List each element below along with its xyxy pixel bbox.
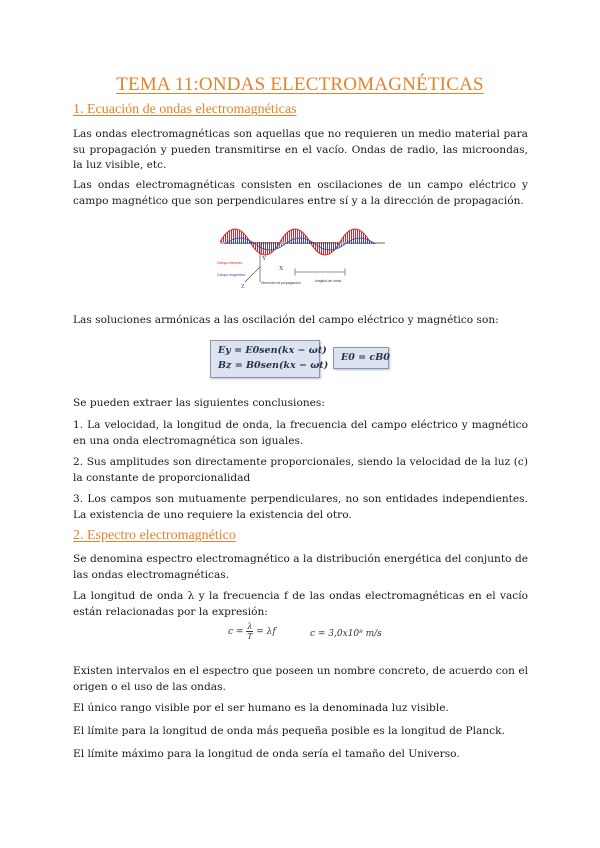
conclusion-2: 2. Sus amplitudes son directamente proporcionales, siendo la velocidad de la luz (c) la constante de proporcionalidad xyxy=(73,456,528,484)
equation-magnetic: Bz = B0sen(kx − ωt) xyxy=(218,360,329,371)
electromagnetic-wave-figure xyxy=(215,222,390,292)
formula-wave-speed: c = $\frac{\lambda}{T}$ = λf xyxy=(228,622,276,641)
paragraph-planck: El límite para la longitud de onda más pequeña posible es la longitud de Planck. xyxy=(73,725,505,737)
paragraph-soluciones: Las soluciones armónicas a las oscilación del campo eléctrico y magnético son: xyxy=(73,314,499,326)
label-z: Z xyxy=(241,284,245,290)
paragraph-luz-visible: El único rango visible por el ser humano es la denominada luz visible. xyxy=(73,702,449,714)
equation-box-amplitude xyxy=(333,347,389,369)
conclusion-1: 1. La velocidad, la longitud de onda, la frecuencia del campo eléctrico y magnético en una onda electromagnética son iguales. xyxy=(73,419,528,447)
paragraph-espectro-def: Se denomina espectro electromagnético a la distribución energética del conjunto de las ondas electromagnéticas. xyxy=(73,553,528,581)
equation-box-fields xyxy=(210,340,329,378)
section-heading-espectro: 2. Espectro electromagnético xyxy=(73,528,236,543)
equation-amplitude: E0 = cB0 xyxy=(341,352,390,363)
section-heading-ecuacion: 1. Ecuación de ondas electromagnéticas xyxy=(73,102,297,117)
label-campo-electrico: Campo eléctrico xyxy=(217,261,243,265)
conclusion-3: 3. Los campos son mutuamente perpendiculares, no son entidades independientes. La existencia de uno requiere la existencia del otro. xyxy=(73,493,528,521)
paragraph-universo: El límite máximo para la longitud de onda sería el tamaño del Universo. xyxy=(73,748,460,760)
label-x: X xyxy=(279,266,284,272)
label-direccion: Dirección de propagación xyxy=(261,281,301,285)
paragraph-conclusiones-intro: Se pueden extraer las siguientes conclusiones: xyxy=(73,397,325,409)
formula-light-speed: c = 3,0x10⁸ m/s xyxy=(310,629,382,639)
label-longitud: longitud de onda xyxy=(315,279,341,283)
page-title: TEMA 11:ONDAS ELECTROMAGNÉTICAS xyxy=(116,74,484,95)
label-y: Y xyxy=(262,256,267,262)
equation-electric: Ey = E0sen(kx − ωt) xyxy=(218,345,327,356)
paragraph-intervalos: Existen intervalos en el espectro que poseen un nombre concreto, de acuerdo con el origen o el uso de las ondas. xyxy=(73,665,528,693)
paragraph-oscilaciones: Las ondas electromagnéticas consisten en oscilaciones de un campo eléctrico y campo magnético que son perpendiculares entre sí y a la dirección de propagación. xyxy=(73,179,528,207)
z-axis xyxy=(245,267,260,282)
paragraph-longitud-frecuencia: La longitud de onda λ y la frecuencia f de las ondas electromagnéticas en el vacío están relacionadas por la expresión: xyxy=(73,590,528,618)
magnetic-field-wave xyxy=(225,238,375,250)
paragraph-definicion: Las ondas electromagnéticas son aquellas que no requieren un medio material para su propagación y pueden transmitirse en el vacío. Ondas de radio, las microondas, la luz visible, etc. xyxy=(73,128,528,171)
label-campo-magnetico: Campo magnético xyxy=(217,273,246,277)
